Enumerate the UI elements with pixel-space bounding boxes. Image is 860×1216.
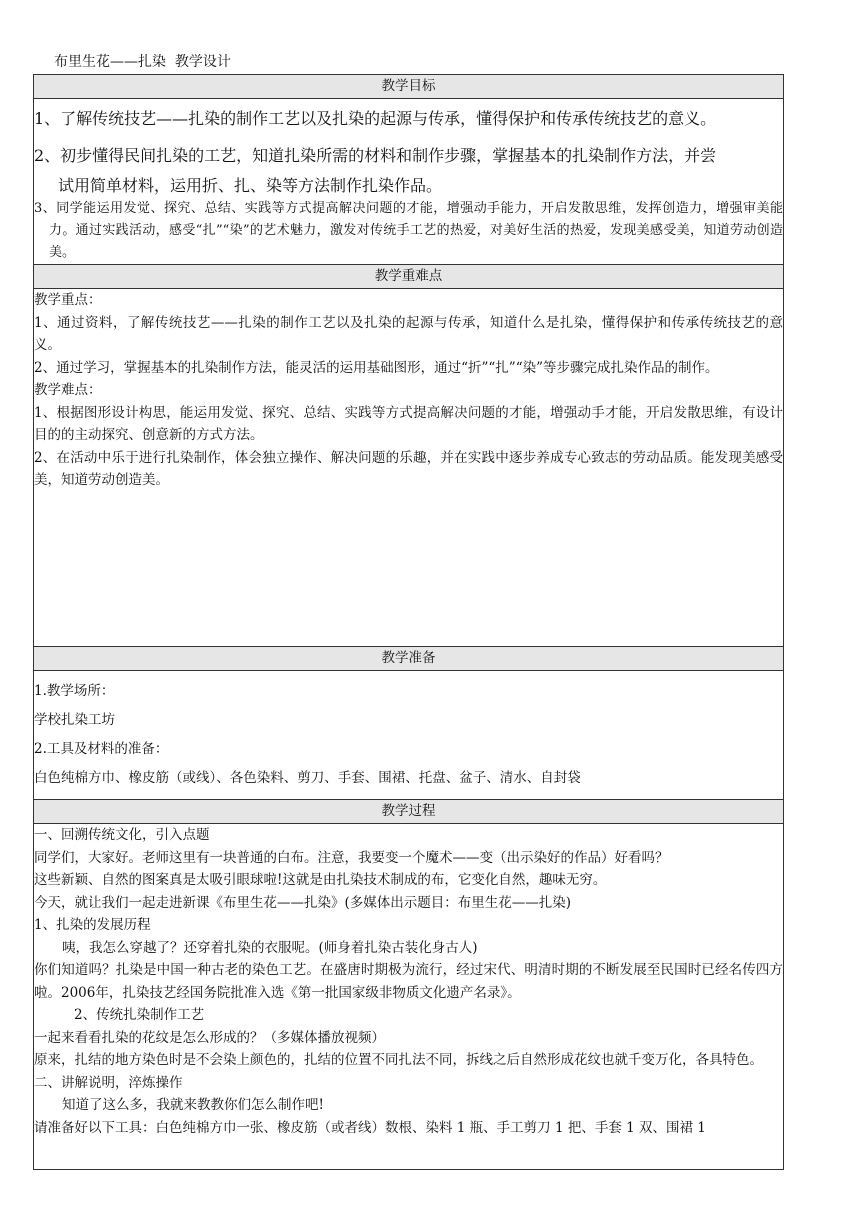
prep-materials-label: 2.工具及材料的准备： xyxy=(34,741,169,757)
preparation-row xyxy=(34,671,784,800)
process-header-row xyxy=(34,800,784,824)
key-points-label: 教学重点： xyxy=(34,292,102,308)
goals-header: 教学目标 xyxy=(34,75,784,99)
document-title: 布里生花——扎染 教学设计 xyxy=(54,54,231,70)
process-text: 今天，就让我们一起走进新课《布里生花——扎染》(多媒体出示题目：布里生花——扎染) xyxy=(34,894,572,911)
process-text: 你们知道吗？扎染是中国一种古老的染色工艺。在盛唐时期极为流行，经过宋代、明清时期的不断发展至民国时已经名传四方啦。2006年，扎染技艺经国务院批准入选《第一批国家级非物质文化遗产名录》。 xyxy=(34,962,783,1001)
process-step-1-heading: 一、回溯传统文化，引入点题 xyxy=(34,827,210,843)
key-point-2: 2、通过学习，掌握基本的扎染制作方法，能灵活的运用基础图形，通过“折”“扎”“染”等步骤完成扎染作品的制作。 xyxy=(34,359,719,376)
process-header: 教学过程 xyxy=(34,800,784,824)
process-step-2-heading: 二、讲解说明，淬炼操作 xyxy=(34,1074,183,1091)
prep-materials: 白色纯棉方巾、橡皮筋（或线）、各色染料、剪刀、手套、围裙、托盘、盆子、清水、自封袋 xyxy=(34,770,581,786)
goal-item-2: 2、初步懂得民间扎染的工艺，知道扎染所需的材料和制作步骤，掌握基本的扎染制作方法，并尝 xyxy=(34,146,717,165)
lesson-plan-table xyxy=(33,74,784,1170)
process-text: 咦，我怎么穿越了？还穿着扎染的衣服呢。(师身着扎染古装化身古人) xyxy=(62,939,478,956)
prep-venue: 学校扎染工坊 xyxy=(34,712,115,728)
process-text: 请准备好以下工具：白色纯棉方巾一张、橡皮筋（或者线）数根、染料 1 瓶、手工剪刀 1 把、手套 1 双、围裙 1 xyxy=(34,1119,706,1136)
process-text: 同学们，大家好。老师这里有一块普通的白布。注意，我要变一个魔术——变（出示染好的作品）好看吗？ xyxy=(34,849,669,866)
goal-item-2-continued: 试用简单材料，运用折、扎、染等方法制作扎染作品。 xyxy=(58,176,443,195)
difficulties-label: 教学难点： xyxy=(34,382,102,398)
goals-header-row xyxy=(34,75,784,99)
key-points-header: 教学重难点 xyxy=(34,265,784,289)
key-points-header-row xyxy=(34,265,784,289)
preparation-header: 教学准备 xyxy=(34,647,784,671)
process-row xyxy=(34,824,784,1170)
process-text: 原来，扎结的地方染色时是不会染上颜色的，扎结的位置不同扎法不同，拆线之后自然形成花纹也就千变万化，各具特色。 xyxy=(34,1052,763,1068)
prep-venue-label: 1.教学场所： xyxy=(34,683,115,699)
key-point-1: 1、通过资料，了解传统技艺——扎染的制作工艺以及扎染的起源与传承，知道什么是扎染，懂得保护和传承传统技艺的意义。 xyxy=(34,314,783,353)
goal-item-1: 1、了解传统技艺——扎染的制作工艺以及扎染的起源与传承，懂得保护和传承传统技艺的意义。 xyxy=(34,109,717,128)
process-text: 一起来看看扎染的花纹是怎么形成的？（多媒体播放视频） xyxy=(34,1029,385,1046)
difficulty-1: 1、根据图形设计构思，能运用发觉、探究、总结、实践等方式提高解决问题的才能，增强动手才能，开启发散思维，有设计目的的主动探究、创意新的方式方法。 xyxy=(34,404,783,443)
goal-item-3: 3、同学能运用发觉、探究、总结、实践等方式提高解决问题的才能，增强动手能力，开启发散思维，发挥创造力，增强审美能力。通过实践活动，感受“扎”“染”的艺术魅力，激发对传统手工艺的热爱，对美好生活的热爱，发现美感受美，知道劳动创造美。 xyxy=(34,201,783,260)
difficulty-2: 2、在活动中乐于进行扎染制作，体会独立操作、解决问题的乐趣，并在实践中逐步养成专心致志的劳动品质。能发现美感受美，知道劳动创造美。 xyxy=(34,449,783,488)
process-subheading: 2、传统扎染制作工艺 xyxy=(74,1007,205,1023)
key-points-row xyxy=(34,289,784,647)
process-text: 这些新颖、自然的图案真是太吸引眼球啦!这就是由扎染技术制成的布，它变化自然，趣味无穷。 xyxy=(34,872,607,888)
process-text: 知道了这么多，我就来教教你们怎么制作吧! xyxy=(62,1097,324,1113)
preparation-header-row xyxy=(34,647,784,671)
process-subheading: 1、扎染的发展历程 xyxy=(34,917,151,933)
goals-row xyxy=(34,99,784,265)
